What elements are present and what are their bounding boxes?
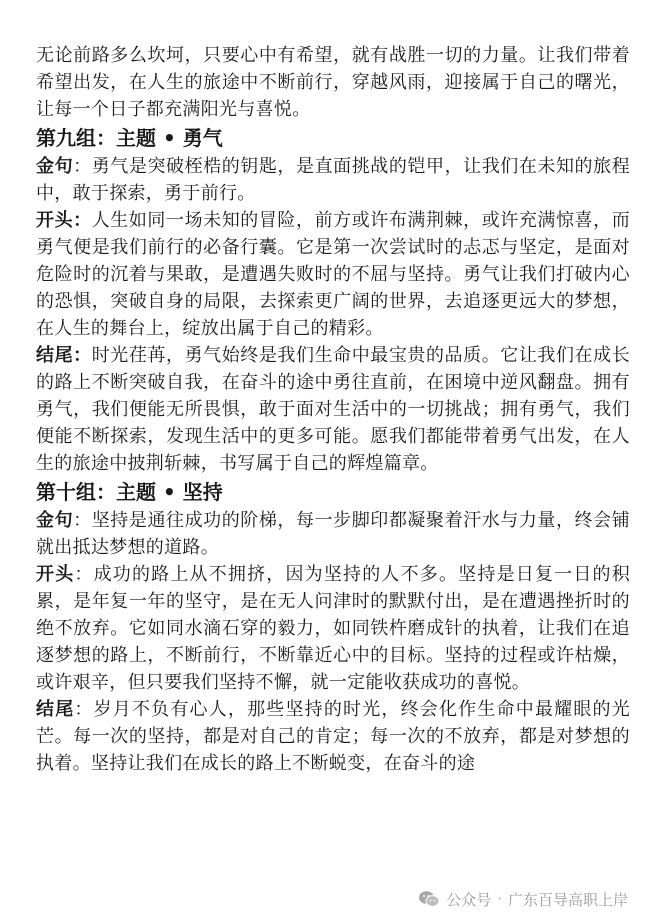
quote-text: ：坚持是通往成功的阶梯，每一步脚印都凝聚着汗水与力量，终会铺就出抵达梦想的道路。 — [36, 510, 631, 558]
group9-heading: 第九组：主题 • 勇气 — [36, 126, 223, 150]
ending-label: 结尾： — [36, 345, 92, 366]
group10-quote — [36, 507, 630, 561]
ending-text: 时光荏苒，勇气始终是我们生命中最宝贵的品质。它让我们在成长的路上不断突破自我，在奋斗的途中勇往直前，在困境中逆风翻盘。拥有勇气，我们便能无所畏惧，敢于面对生活中的一切挑战；拥有勇气，我们便能不断探索，发现生活中的更多可能。愿我们都能带着勇气出发，在人生的旅途中披荆斩棘，书写属于自己的辉煌篇章。 — [36, 345, 630, 474]
wechat-icon — [418, 890, 440, 908]
ending-label: 结尾 — [36, 699, 75, 720]
group10-opening — [36, 561, 630, 696]
group10-heading: 第十组：主题 • 坚持 — [36, 480, 223, 504]
group10-ending — [36, 696, 630, 777]
quote-label: 金句 — [36, 156, 74, 177]
quote-label: 金句 — [36, 510, 74, 531]
quote-text: ：勇气是突破桎梏的钥匙，是直面挑战的铠甲，让我们在未知的旅程中，敢于探索，勇于前行。 — [36, 156, 631, 204]
intro-paragraph: 无论前路多么坎坷，只要心中有希望，就有战胜一切的力量。让我们带着希望出发，在人生的旅途中不断前行，穿越风雨，迎接属于自己的曙光，让每一个日子都充满阳光与喜悦。 — [36, 45, 630, 120]
watermark — [418, 887, 628, 911]
opening-label: 开头： — [36, 210, 92, 231]
group9-quote — [36, 153, 630, 207]
watermark-separator: · — [497, 890, 502, 908]
group9-ending — [36, 342, 630, 477]
watermark-account: 广东百导高职上岸 — [507, 890, 628, 909]
opening-text: ：成功的路上从不拥挤，因为坚持的人不多。坚持是日复一日的积累，是年复一年的坚守，是在无人问津时的默默付出，是在遭遇挫折时的绝不放弃。它如同水滴石穿的毅力，如同铁杵磨成针的执着，让我们在追逐梦想的路上，不断前行，不断靠近心中的目标。坚持的过程或许枯燥，或许艰辛，但只要我们坚持不懈，就一定能收获成功的喜悦。 — [36, 564, 630, 693]
opening-label: 开头 — [36, 564, 75, 585]
group9-opening — [36, 207, 630, 342]
opening-text: 人生如同一场未知的冒险，前方或许布满荆棘，或许充满惊喜，而勇气便是我们前行的必备行囊。它是第一次尝试时的忐忑与坚定，是面对危险时的沉着与果敢，是遭遇失败时的不屈与坚持。勇气让我们打破内心的恐惧，突破自身的局限，去探索更广阔的世界，去追逐更远大的梦想，在人生的舞台上，绽放出属于自己的精彩。 — [36, 210, 630, 339]
watermark-platform: 公众号 — [446, 890, 492, 909]
ending-text: ：岁月不负有心人，那些坚持的时光，终会化作生命中最耀眼的光芒。每一次的坚持，都是对自己的肯定；每一次的不放弃，都是对梦想的执着。坚持让我们在成长的路上不断蜕变，在奋斗的途 — [36, 699, 630, 774]
